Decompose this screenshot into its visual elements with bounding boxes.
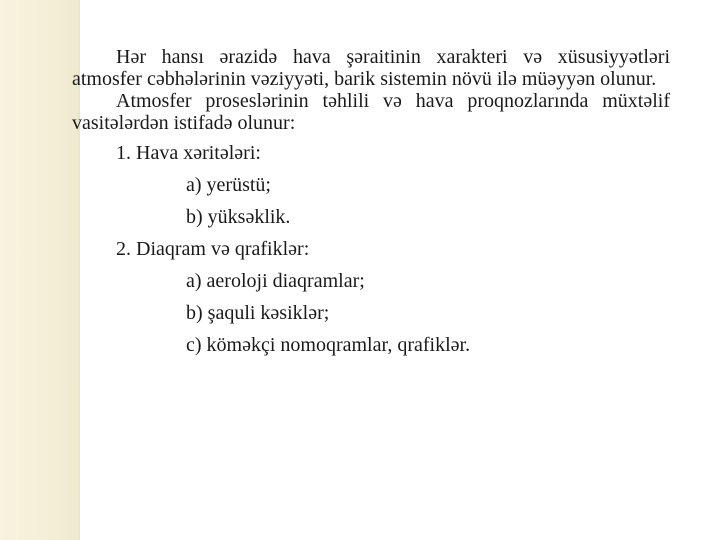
subitem-aerological-diagrams: a) aeroloji diaqramlar; — [186, 270, 365, 292]
list-item-diagrams: 2. Diaqram və qrafiklər: — [116, 238, 310, 260]
paragraph-tools: Atmosfer proseslərinin təhlili və hava proqnozlarında müxtəlif vasitələrdən istifadə olunur: — [72, 90, 670, 134]
subitem-auxiliary-nomograms: c) köməkçi nomoqramlar, qrafiklər. — [186, 334, 471, 356]
subitem-surface: a) yerüstü; — [186, 174, 271, 196]
list-item-weather-maps: 1. Hava xəritələri: — [116, 142, 261, 164]
subitem-altitude: b) yüksəklik. — [186, 206, 291, 228]
paragraph-intro: Hər hansı ərazidə hava şəraitinin xarakteri və xüsusiyyətləri atmosfer cəbhələrinin vəziyyəti, barik sistemin növü ilə müəyyən olunur. — [72, 46, 670, 90]
decorative-side-band — [0, 0, 78, 540]
subitem-vertical-sections: b) şaquli kəsiklər; — [186, 302, 330, 324]
slide-body — [72, 46, 670, 361]
